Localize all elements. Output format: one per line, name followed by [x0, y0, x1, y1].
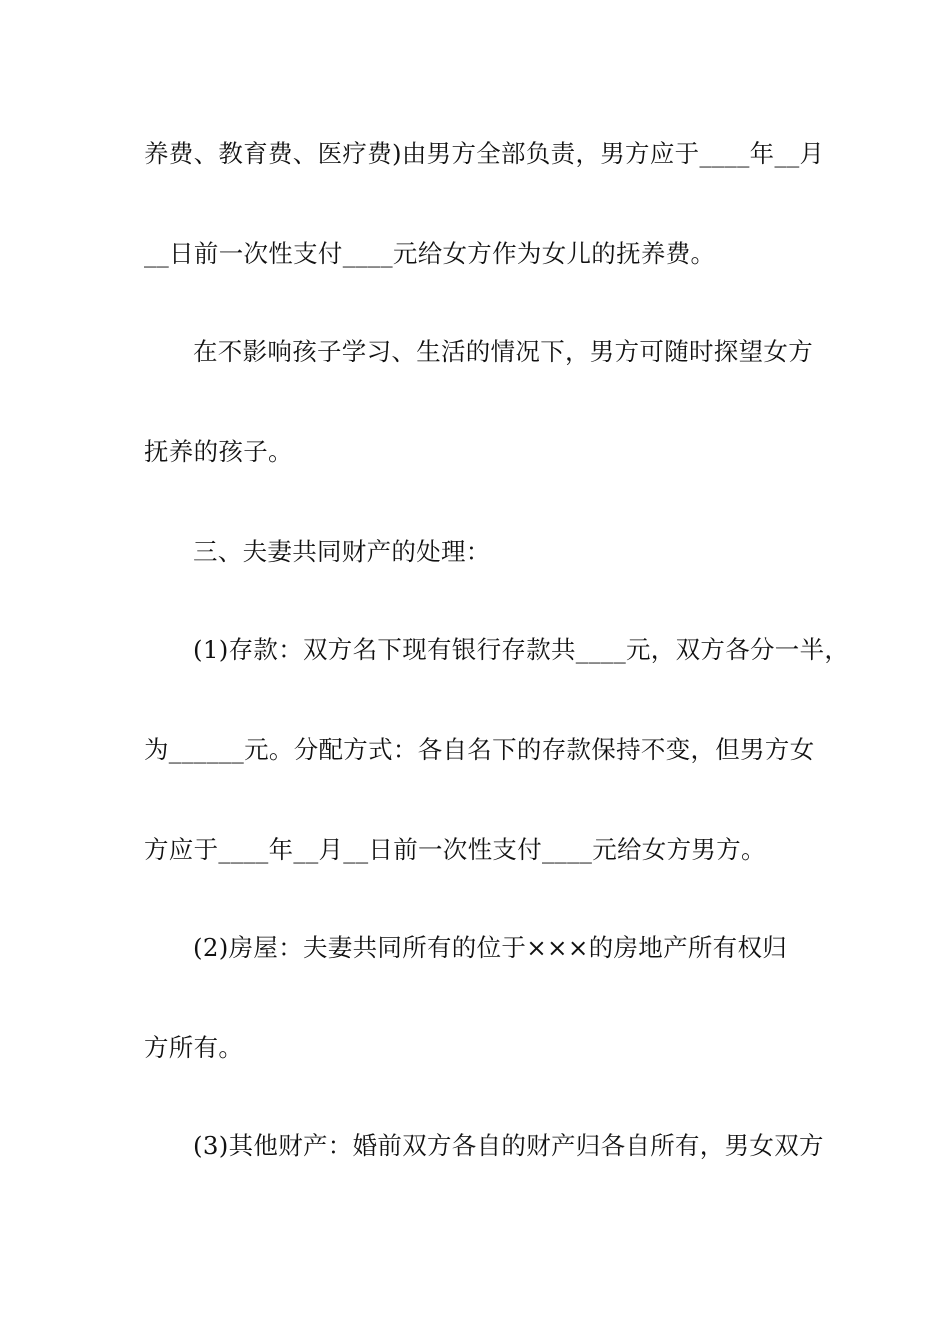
paragraph-visitation-line-2: 抚养的孩子。: [144, 437, 293, 466]
item-house-line-2: 方所有。: [144, 1033, 244, 1062]
item-house-line-1: (2)房屋：夫妻共同所有的位于×××的房地产所有权归: [193, 933, 788, 962]
text-line-2: __日前一次性支付____元给女方作为女儿的抚养费。: [144, 239, 716, 268]
text-line-1: 养费、教育费、医疗费)由男方全部负责，男方应于____年__月: [144, 139, 825, 168]
item-savings-line-1: (1)存款：双方名下现有银行存款共____元，双方各分一半，: [193, 635, 850, 664]
paragraph-visitation-line-1: 在不影响孩子学习、生活的情况下，男方可随时探望女方: [193, 337, 813, 366]
item-other-property-line-1: (3)其他财产：婚前双方各自的财产归各自所有，男女双方: [193, 1131, 824, 1160]
section-heading-property: 三、夫妻共同财产的处理：: [193, 537, 491, 566]
item-savings-line-3: 方应于____年__月__日前一次性支付____元给女方男方。: [144, 835, 766, 864]
item-savings-line-2: 为______元。分配方式：各自名下的存款保持不变，但男方女: [144, 735, 815, 764]
